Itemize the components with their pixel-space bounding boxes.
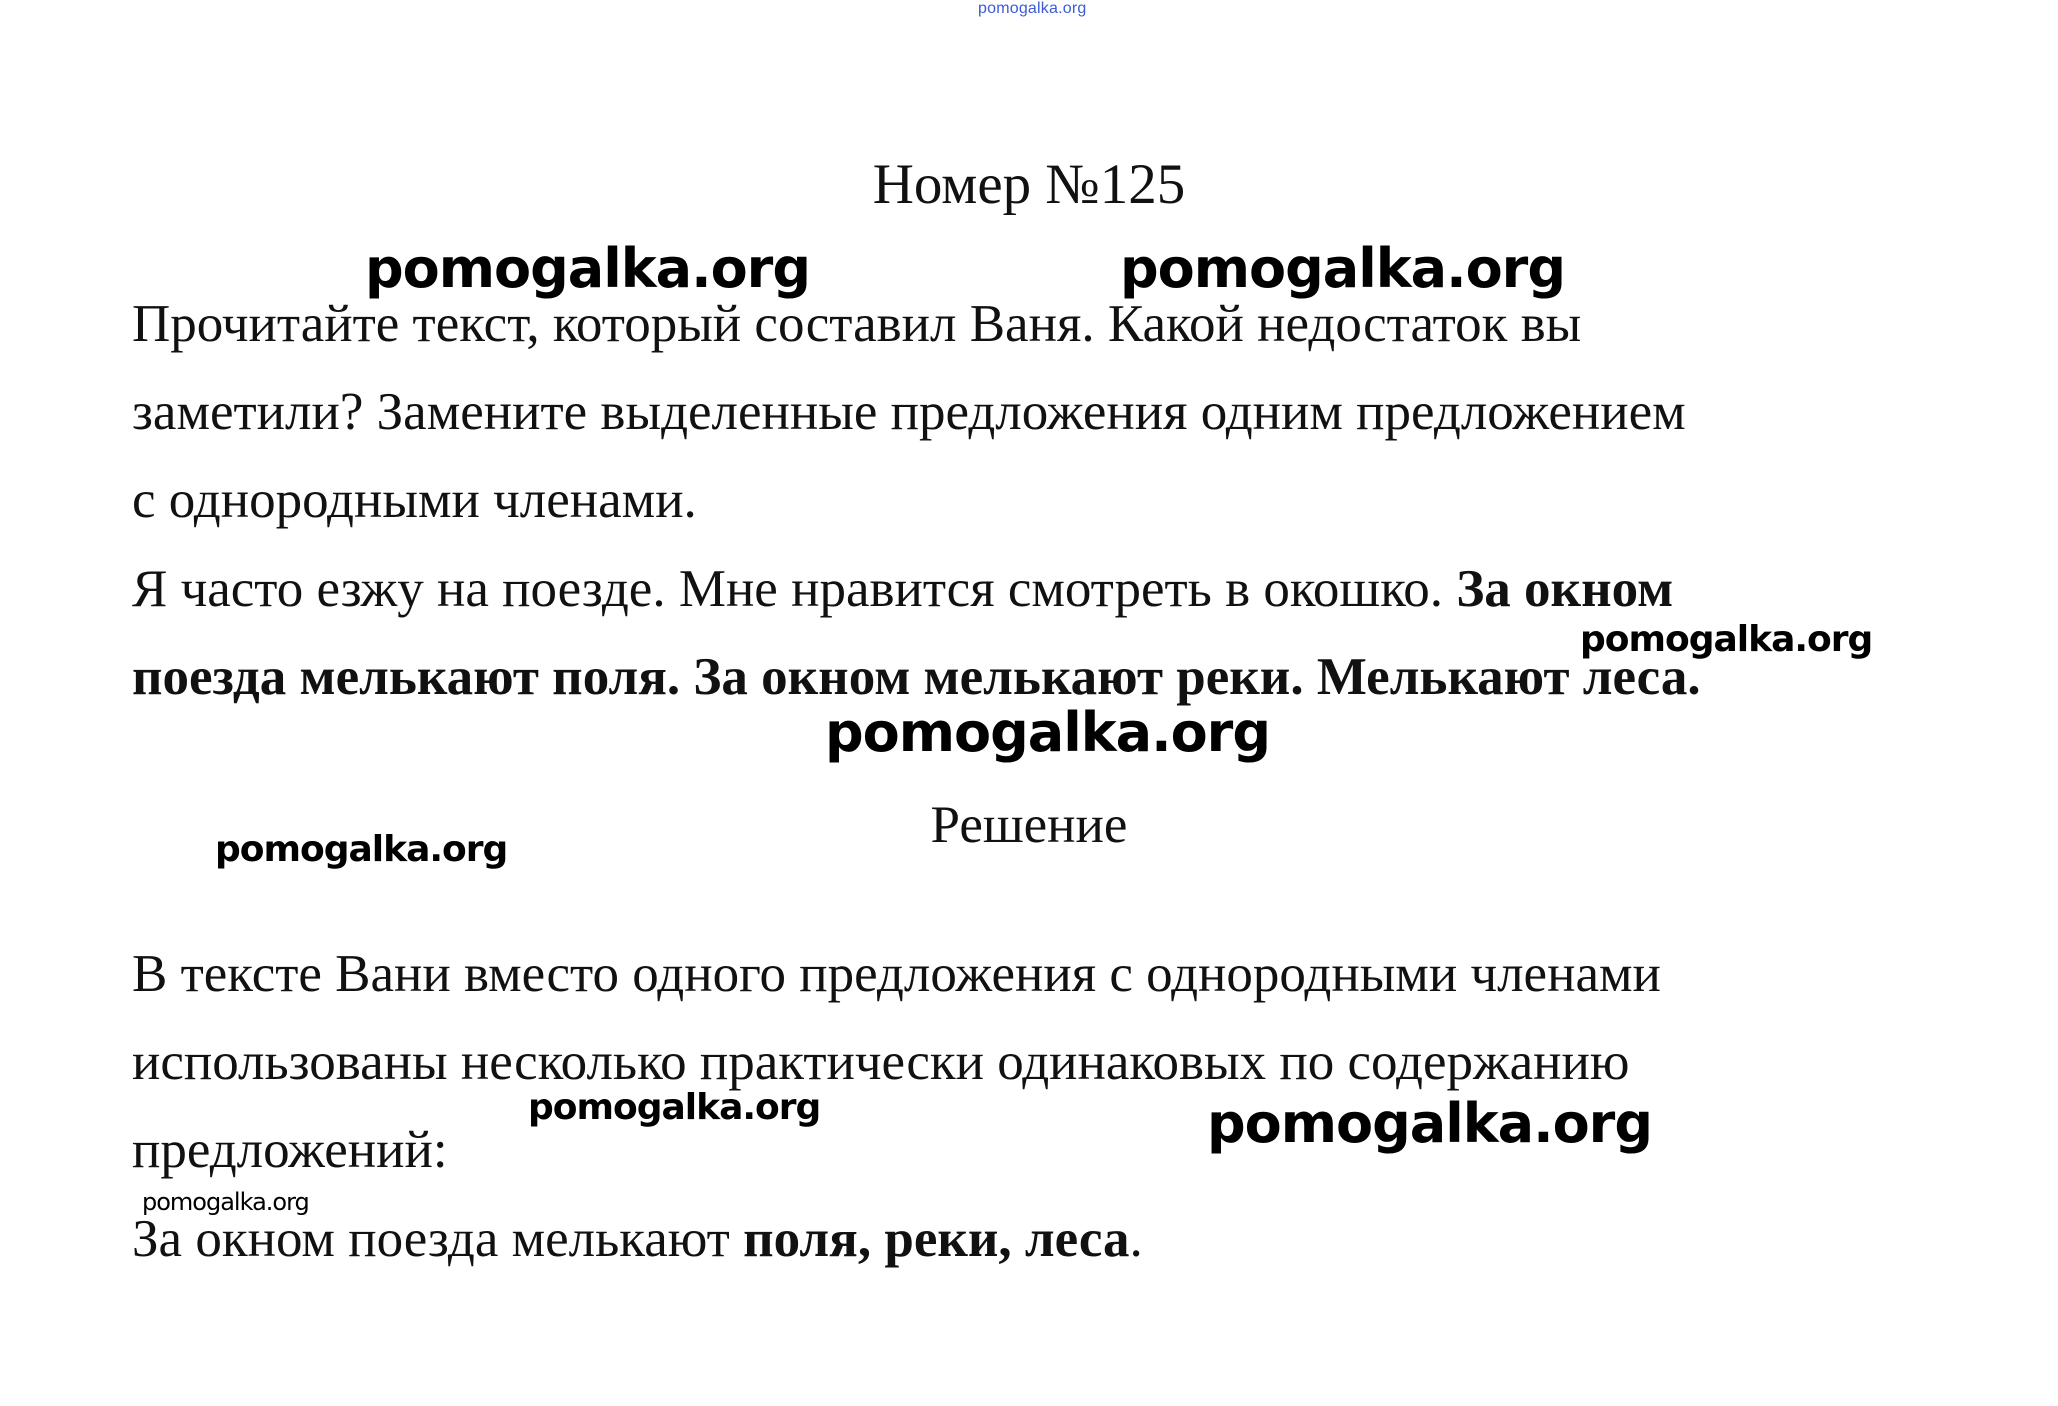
example-bold-text: поезда мелькают поля. За окном мелькают реки. Мелькают леса. — [132, 648, 1701, 706]
watermark: pomogalka.org — [1580, 619, 1873, 660]
watermark: pomogalka.org — [1120, 237, 1565, 300]
solution-line: использованы несколько практически одинаковых по содержанию — [132, 1033, 1630, 1091]
watermark: pomogalka.org — [528, 1087, 821, 1128]
answer-plain-text: За окном поезда мелькают — [132, 1210, 744, 1268]
answer-period: . — [1129, 1210, 1143, 1268]
example-text — [132, 545, 1701, 721]
example-bold-text: За окном — [1456, 560, 1674, 618]
watermark: pomogalka.org — [365, 237, 810, 300]
solution-heading: Решение — [930, 796, 1128, 854]
solution-line: В тексте Вани вместо одного предложения с однородными членами — [132, 945, 1661, 1003]
watermark: pomogalka.org — [215, 829, 508, 870]
example-line-1 — [132, 545, 1701, 633]
watermark: pomogalka.org — [142, 1188, 309, 1216]
task-line: Прочитайте текст, который составил Ваня. Какой недостаток вы — [132, 295, 1582, 353]
watermark: pomogalka.org — [825, 701, 1270, 764]
site-link[interactable]: pomogalka.org — [978, 0, 1087, 17]
task-line: заметили? Замените выделенные предложения одним предложением — [132, 383, 1686, 441]
exercise-title: Номер №125 — [872, 153, 1186, 216]
watermark: pomogalka.org — [1207, 1092, 1652, 1155]
example-plain-text: Я часто езжу на поезде. Мне нравится смотреть в окошко. — [132, 560, 1457, 618]
task-line: с однородными членами. — [132, 471, 697, 529]
answer-bold-text: поля, реки, леса — [743, 1210, 1130, 1268]
solution-line: предложений: — [132, 1121, 448, 1179]
task-text — [132, 280, 1686, 544]
